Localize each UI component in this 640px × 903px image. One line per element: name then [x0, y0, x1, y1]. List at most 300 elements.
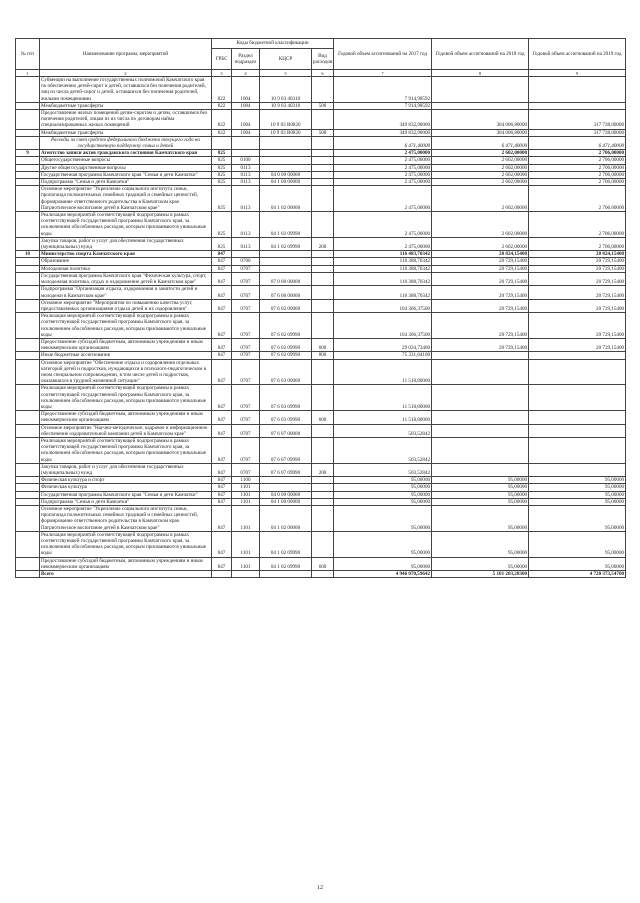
row-ksr: 04 1 02 00000: [260, 186, 312, 212]
row-amount-2019: 4 720 373,54700: [529, 571, 626, 578]
row-razdel: 0707: [232, 359, 260, 385]
row-amount-2017: 95,00000: [334, 506, 432, 532]
row-amount-2019: 20 729,15400: [529, 286, 626, 299]
row-grbs: 847: [212, 424, 232, 437]
row-ksr: 07 6 02 09990: [260, 352, 312, 359]
row-name: Основное мероприятие "Мероприятия по повышению качества услуг, предоставляемых организациями отдыха детей и их оздоровления": [40, 299, 212, 312]
row-razdel: 0707: [232, 352, 260, 359]
row-amount-2018: [432, 411, 529, 424]
row-ksr: 07 0 00 00000: [260, 272, 312, 285]
row-grbs: 847: [212, 498, 232, 505]
row-number: [16, 557, 40, 570]
row-vr: 200: [312, 237, 334, 250]
row-amount-2019: 20 729,15400: [529, 258, 626, 265]
col-name-header: Наименование программ, мероприятий: [40, 39, 212, 70]
row-razdel: 1101: [232, 491, 260, 498]
row-razdel: 1004: [232, 102, 260, 109]
row-vr: [312, 110, 334, 130]
row-vr: [312, 477, 334, 484]
table-row: [16, 424, 626, 437]
row-number: 10: [16, 251, 40, 258]
row-razdel: 1101: [232, 506, 260, 532]
row-vr: [312, 265, 334, 272]
col-grbs-header: ГРБС: [212, 49, 232, 70]
row-number: [16, 491, 40, 498]
row-amount-2019: [529, 424, 626, 437]
row-amount-2017: 11 518,80000: [334, 385, 432, 411]
table-row: [16, 531, 626, 557]
row-amount-2018: 95,00000: [432, 531, 529, 557]
row-ksr: 07 6 03 00000: [260, 359, 312, 385]
row-ksr: [260, 164, 312, 171]
row-amount-2017: 2 475,00000: [334, 212, 432, 238]
row-ksr: 07 6 00 00000: [260, 286, 312, 299]
row-ksr: [260, 258, 312, 265]
row-number: [16, 299, 40, 312]
row-number: [16, 463, 40, 476]
row-name: Молодежная политика: [40, 265, 212, 272]
row-number: [16, 477, 40, 484]
col-ksr-header: КЦСР: [260, 49, 312, 70]
row-amount-2017: 2 475,00000: [334, 157, 432, 164]
row-amount-2017: 95,00000: [334, 477, 432, 484]
row-grbs: 847: [212, 484, 232, 491]
row-razdel: 0113: [232, 164, 260, 171]
row-vr: 800: [312, 352, 334, 359]
row-amount-2017: 95,00000: [334, 491, 432, 498]
row-amount-2018: 2 602,00000: [432, 237, 529, 250]
row-razdel: 1004: [232, 129, 260, 136]
row-razdel: 0707: [232, 424, 260, 437]
row-amount-2017: 349 832,90000: [334, 129, 432, 136]
row-grbs: 825: [212, 171, 232, 178]
row-name: Подпрограмма "Семья и дети Камчатки": [40, 179, 212, 186]
table-row: [16, 186, 626, 212]
row-number: [16, 484, 40, 491]
row-amount-2017: 503,52842: [334, 463, 432, 476]
row-amount-2017: 104 366,37500: [334, 299, 432, 312]
row-number: [16, 506, 40, 532]
table-row: [16, 212, 626, 238]
row-ksr: [260, 484, 312, 491]
row-amount-2018: 95,00000: [432, 484, 529, 491]
row-name: Основное мероприятие "Укрепление социального института семьи, пропаганда положительных семейных традиций и семейных ценностей, формирование ответственного родительства в Камчатском крае. Патриотическое воспитание детей в Камчатском крае": [40, 186, 212, 212]
budget-sheet: [15, 38, 625, 578]
table-row: [16, 359, 626, 385]
row-amount-2018: [432, 77, 529, 103]
table-row: [16, 491, 626, 498]
row-number: [16, 171, 40, 178]
row-amount-2019: 20 729,15400: [529, 299, 626, 312]
row-name: Закупка товаров, работ и услуг для обеспечения государственных (муниципальных) нужд: [40, 463, 212, 476]
row-vr: [312, 136, 334, 149]
row-vr: [312, 424, 334, 437]
row-razdel: 0707: [232, 299, 260, 312]
row-amount-2017: 2 475,00000: [334, 150, 432, 157]
row-ksr: 07 6 07 09990: [260, 437, 312, 463]
row-vr: [312, 164, 334, 171]
row-name: Министерство спорта Камчатского края: [40, 251, 212, 258]
row-ksr: 04 0 00 00000: [260, 171, 312, 178]
row-name: Основное мероприятие "Научно-методическое, кадровое и информационное обеспечение оздоровительной кампании детей в Камчатском крае": [40, 424, 212, 437]
row-amount-2017: 2 475,00000: [334, 164, 432, 171]
row-razdel: 0113: [232, 171, 260, 178]
row-razdel: [232, 251, 260, 258]
table-row: [16, 77, 626, 103]
row-vr: [312, 251, 334, 258]
col-2017-header: Годовой объем ассигнований на 2017 год: [334, 39, 432, 70]
row-amount-2017: 2 475,00000: [334, 179, 432, 186]
row-ksr: 04 1 02 09990: [260, 531, 312, 557]
row-amount-2019: 20 729,15400: [529, 313, 626, 339]
row-grbs: 847: [212, 272, 232, 285]
row-amount-2017: 6 471,40000: [334, 136, 432, 149]
column-index: 1: [16, 70, 40, 77]
row-amount-2017: 116 483,70342: [334, 251, 432, 258]
row-grbs: 847: [212, 265, 232, 272]
row-name: Основное мероприятие "Укрепление социального института семьи, пропаганда положительных семейных традиций и семейных ценностей, формирование ответственного родительства в Камчатском крае. Патриотическое воспитание детей в Камчатском крае": [40, 506, 212, 532]
row-amount-2019: 2 706,00000: [529, 157, 626, 164]
row-name: Предоставление жилых помещений детям-сиротам и детям, оставшимся без попечения родителей, лицам из их числа по договорам найма специализированных жилых помещений: [40, 110, 212, 130]
column-index: 8: [432, 70, 529, 77]
row-ksr: 07 6 07 09990: [260, 463, 312, 476]
row-amount-2017: 503,52842: [334, 437, 432, 463]
row-grbs: 825: [212, 212, 232, 238]
row-number: [16, 359, 40, 385]
row-name: Другие общегосударственные вопросы: [40, 164, 212, 171]
table-row: [16, 150, 626, 157]
table-row: [16, 313, 626, 339]
row-grbs: 847: [212, 411, 232, 424]
table-row: [16, 110, 626, 130]
row-amount-2017: 95,00000: [334, 557, 432, 570]
row-grbs: [212, 571, 232, 578]
row-ksr: 07 6 02 09990: [260, 313, 312, 339]
row-razdel: 1101: [232, 498, 260, 505]
row-vr: 600: [312, 411, 334, 424]
row-razdel: 0707: [232, 286, 260, 299]
row-number: [16, 179, 40, 186]
row-razdel: 0707: [232, 338, 260, 351]
row-amount-2019: 20 824,15400: [529, 251, 626, 258]
row-vr: [312, 179, 334, 186]
row-ksr: 04 1 00 00000: [260, 498, 312, 505]
row-amount-2019: 20 729,15400: [529, 265, 626, 272]
row-amount-2017: 116 388,70342: [334, 265, 432, 272]
table-row: [16, 484, 626, 491]
row-name: Реализация мероприятий соответствующей подпрограммы в рамках соответствующей государственной программы Камчатского края, за исключением обособленных расходов, которым присваиваются уникальные коды: [40, 313, 212, 339]
row-number: [16, 164, 40, 171]
row-number: [16, 136, 40, 149]
row-grbs: 847: [212, 477, 232, 484]
row-number: [16, 411, 40, 424]
row-number: [16, 129, 40, 136]
column-index: 9: [529, 70, 626, 77]
row-amount-2018: 20 729,15400: [432, 258, 529, 265]
column-index: 7: [334, 70, 432, 77]
row-amount-2017: 7 914,98592: [334, 77, 432, 103]
row-amount-2019: [529, 102, 626, 109]
column-index: 4: [232, 70, 260, 77]
row-grbs: 847: [212, 506, 232, 532]
table-row: [16, 571, 626, 578]
column-index: 5: [260, 70, 312, 77]
row-vr: [312, 484, 334, 491]
row-razdel: 1101: [232, 531, 260, 557]
row-amount-2018: [432, 102, 529, 109]
row-grbs: 847: [212, 258, 232, 265]
row-number: [16, 157, 40, 164]
row-vr: [312, 286, 334, 299]
row-amount-2019: 95,00000: [529, 484, 626, 491]
col-2019-header: Годовой объем ассигнований на 2019 год: [529, 39, 626, 70]
row-name: Расходы за счет средств федерального бюджета текущего года на государственную поддержку семьи и детей: [40, 136, 212, 149]
row-vr: [312, 571, 334, 578]
row-razdel: [232, 136, 260, 149]
row-vr: [312, 150, 334, 157]
row-amount-2017: 116 388,70342: [334, 272, 432, 285]
row-amount-2017: 95,00000: [334, 484, 432, 491]
table-row: [16, 338, 626, 351]
row-amount-2017: 95,00000: [334, 498, 432, 505]
table-row: [16, 498, 626, 505]
row-ksr: 04 1 02 09990: [260, 557, 312, 570]
row-amount-2017: 116 388,70342: [334, 258, 432, 265]
row-amount-2018: 20 729,15400: [432, 313, 529, 339]
row-amount-2019: 317 738,00000: [529, 129, 626, 136]
row-ksr: 10 9 03 R0820: [260, 110, 312, 130]
row-amount-2018: 20 729,15400: [432, 272, 529, 285]
row-name: Иные бюджетные ассигнования: [40, 352, 212, 359]
row-grbs: [212, 136, 232, 149]
row-number: [16, 437, 40, 463]
row-name: Общегосударственные вопросы: [40, 157, 212, 164]
row-name: Физическая культура и спорт: [40, 477, 212, 484]
row-grbs: 822: [212, 129, 232, 136]
row-name: Предоставление субсидий бюджетным, автономным учреждениям и иным некоммерческим организациям: [40, 338, 212, 351]
row-razdel: 0113: [232, 179, 260, 186]
row-razdel: 1100: [232, 477, 260, 484]
row-amount-2018: 95,00000: [432, 557, 529, 570]
row-amount-2018: [432, 463, 529, 476]
col-razdel-header: Раздел подраздел: [232, 49, 260, 70]
row-grbs: 847: [212, 557, 232, 570]
row-vr: [312, 491, 334, 498]
column-index: 2: [40, 70, 212, 77]
row-ksr: [260, 157, 312, 164]
row-vr: [312, 272, 334, 285]
table-row: [16, 352, 626, 359]
row-amount-2018: 2 602,00000: [432, 157, 529, 164]
row-razdel: [232, 571, 260, 578]
table-row: [16, 299, 626, 312]
row-amount-2017: 2 475,00000: [334, 171, 432, 178]
row-grbs: 825: [212, 150, 232, 157]
row-ksr: 07 6 02 00000: [260, 299, 312, 312]
row-name: Субвенции на выполнение государственных полномочий Камчатского края по обеспечению детей-сирот и детей, оставшихся без попечения родителей, лиц из числа детей-сирот и детей, оставшихся без попечения родителей, жилыми помещениями: [40, 77, 212, 103]
row-razdel: 0707: [232, 437, 260, 463]
row-amount-2019: 2 706,00000: [529, 171, 626, 178]
row-number: [16, 424, 40, 437]
row-razdel: [232, 150, 260, 157]
row-amount-2018: 2 602,00000: [432, 164, 529, 171]
table-row: [16, 411, 626, 424]
row-amount-2019: 95,00000: [529, 477, 626, 484]
row-vr: [312, 258, 334, 265]
row-amount-2019: 2 706,00000: [529, 150, 626, 157]
row-ksr: 04 1 00 00000: [260, 179, 312, 186]
row-vr: [312, 299, 334, 312]
row-amount-2017: 116 388,70342: [334, 286, 432, 299]
row-amount-2017: 29 034,73400: [334, 338, 432, 351]
row-amount-2018: 2 602,00000: [432, 179, 529, 186]
row-grbs: 825: [212, 186, 232, 212]
row-amount-2018: 2 602,00000: [432, 171, 529, 178]
table-row: [16, 237, 626, 250]
row-number: [16, 531, 40, 557]
row-amount-2019: 2 706,00000: [529, 164, 626, 171]
row-amount-2019: [529, 385, 626, 411]
row-amount-2017: 349 832,90000: [334, 110, 432, 130]
row-ksr: 10 9 03 40310: [260, 102, 312, 109]
row-amount-2017: 11 518,80000: [334, 411, 432, 424]
row-amount-2018: [432, 359, 529, 385]
row-number: [16, 338, 40, 351]
row-amount-2018: [432, 385, 529, 411]
row-grbs: 847: [212, 437, 232, 463]
row-amount-2019: 2 706,00000: [529, 237, 626, 250]
row-amount-2018: 20 824,15400: [432, 251, 529, 258]
row-number: [16, 258, 40, 265]
row-amount-2017: 7 914,98592: [334, 102, 432, 109]
row-number: [16, 265, 40, 272]
table-row: [16, 557, 626, 570]
table-row: [16, 136, 626, 149]
row-amount-2019: 317 738,00000: [529, 110, 626, 130]
row-grbs: 847: [212, 352, 232, 359]
table-header: [16, 39, 626, 77]
row-name: Образование: [40, 258, 212, 265]
row-vr: [312, 157, 334, 164]
row-amount-2019: 6 471,40000: [529, 136, 626, 149]
row-vr: 200: [312, 463, 334, 476]
page-number: 12: [317, 885, 323, 891]
row-vr: [312, 212, 334, 238]
row-ksr: [260, 251, 312, 258]
row-name: Реализация мероприятий соответствующей подпрограммы в рамках соответствующей государственной программы Камчатского края, за исключением обособленных расходов, которым присваиваются уникальные коды: [40, 212, 212, 238]
row-vr: [312, 359, 334, 385]
row-ksr: 04 1 02 09990: [260, 237, 312, 250]
row-razdel: 1004: [232, 77, 260, 103]
row-ksr: 07 6 03 09990: [260, 411, 312, 424]
row-number: [16, 571, 40, 578]
row-amount-2018: 20 729,15400: [432, 265, 529, 272]
row-amount-2019: 95,00000: [529, 498, 626, 505]
column-index-row: [16, 70, 626, 77]
table-body: [16, 77, 626, 578]
row-ksr: [260, 571, 312, 578]
row-amount-2018: [432, 424, 529, 437]
row-grbs: 825: [212, 179, 232, 186]
row-ksr: 07 6 07 00000: [260, 424, 312, 437]
row-amount-2019: 2 706,00000: [529, 212, 626, 238]
row-amount-2017: 104 366,37500: [334, 313, 432, 339]
row-name: Предоставление субсидий бюджетным, автономным учреждениям и иным некоммерческим организациям: [40, 411, 212, 424]
row-grbs: 847: [212, 463, 232, 476]
row-amount-2018: [432, 437, 529, 463]
table-row: [16, 258, 626, 265]
row-grbs: 847: [212, 359, 232, 385]
row-vr: [312, 506, 334, 532]
row-grbs: 825: [212, 164, 232, 171]
row-amount-2019: [529, 352, 626, 359]
table-row: [16, 265, 626, 272]
row-number: [16, 498, 40, 505]
row-amount-2017: 75 331,64100: [334, 352, 432, 359]
table-row: [16, 463, 626, 476]
row-vr: 600: [312, 338, 334, 351]
row-vr: [312, 186, 334, 212]
table-row: [16, 102, 626, 109]
row-vr: 500: [312, 129, 334, 136]
row-ksr: 07 6 03 09990: [260, 385, 312, 411]
row-amount-2019: [529, 411, 626, 424]
row-amount-2018: [432, 352, 529, 359]
row-razdel: 1101: [232, 484, 260, 491]
row-amount-2019: [529, 77, 626, 103]
row-grbs: 847: [212, 251, 232, 258]
row-amount-2018: 5 101 203,28300: [432, 571, 529, 578]
row-razdel: 0113: [232, 237, 260, 250]
row-amount-2018: 2 602,00000: [432, 186, 529, 212]
row-razdel: 0707: [232, 463, 260, 476]
row-amount-2018: 20 729,15400: [432, 286, 529, 299]
row-name: Государственная программа Камчатского края "Семья и дети Камчатки": [40, 171, 212, 178]
row-vr: [312, 385, 334, 411]
row-razdel: 0113: [232, 186, 260, 212]
row-grbs: 847: [212, 286, 232, 299]
row-amount-2019: 2 706,00000: [529, 186, 626, 212]
row-grbs: 847: [212, 313, 232, 339]
row-razdel: 0707: [232, 385, 260, 411]
row-number: 9: [16, 150, 40, 157]
row-amount-2017: 11 518,80000: [334, 359, 432, 385]
row-amount-2018: 20 729,15400: [432, 299, 529, 312]
row-amount-2017: 2 475,00000: [334, 186, 432, 212]
row-amount-2018: 304 006,80000: [432, 110, 529, 130]
row-amount-2018: 95,00000: [432, 477, 529, 484]
row-amount-2018: 20 729,15400: [432, 338, 529, 351]
row-number: [16, 313, 40, 339]
row-razdel: 1101: [232, 557, 260, 570]
row-name: Реализация мероприятий соответствующей подпрограммы в рамках соответствующей государственной программы Камчатского края, за исключением обособленных расходов, которым присваиваются уникальные коды: [40, 531, 212, 557]
budget-table: [15, 38, 626, 578]
column-index: 3: [212, 70, 232, 77]
row-razdel: 0707: [232, 411, 260, 424]
row-amount-2018: 2 602,00000: [432, 212, 529, 238]
row-amount-2018: 95,00000: [432, 498, 529, 505]
row-number: [16, 237, 40, 250]
row-grbs: 822: [212, 77, 232, 103]
row-amount-2018: 6 471,40000: [432, 136, 529, 149]
row-amount-2017: 4 946 070,59642: [334, 571, 432, 578]
row-grbs: 822: [212, 102, 232, 109]
row-grbs: 847: [212, 299, 232, 312]
row-number: [16, 77, 40, 103]
table-row: [16, 272, 626, 285]
row-number: [16, 352, 40, 359]
row-amount-2018: 304 006,80000: [432, 129, 529, 136]
